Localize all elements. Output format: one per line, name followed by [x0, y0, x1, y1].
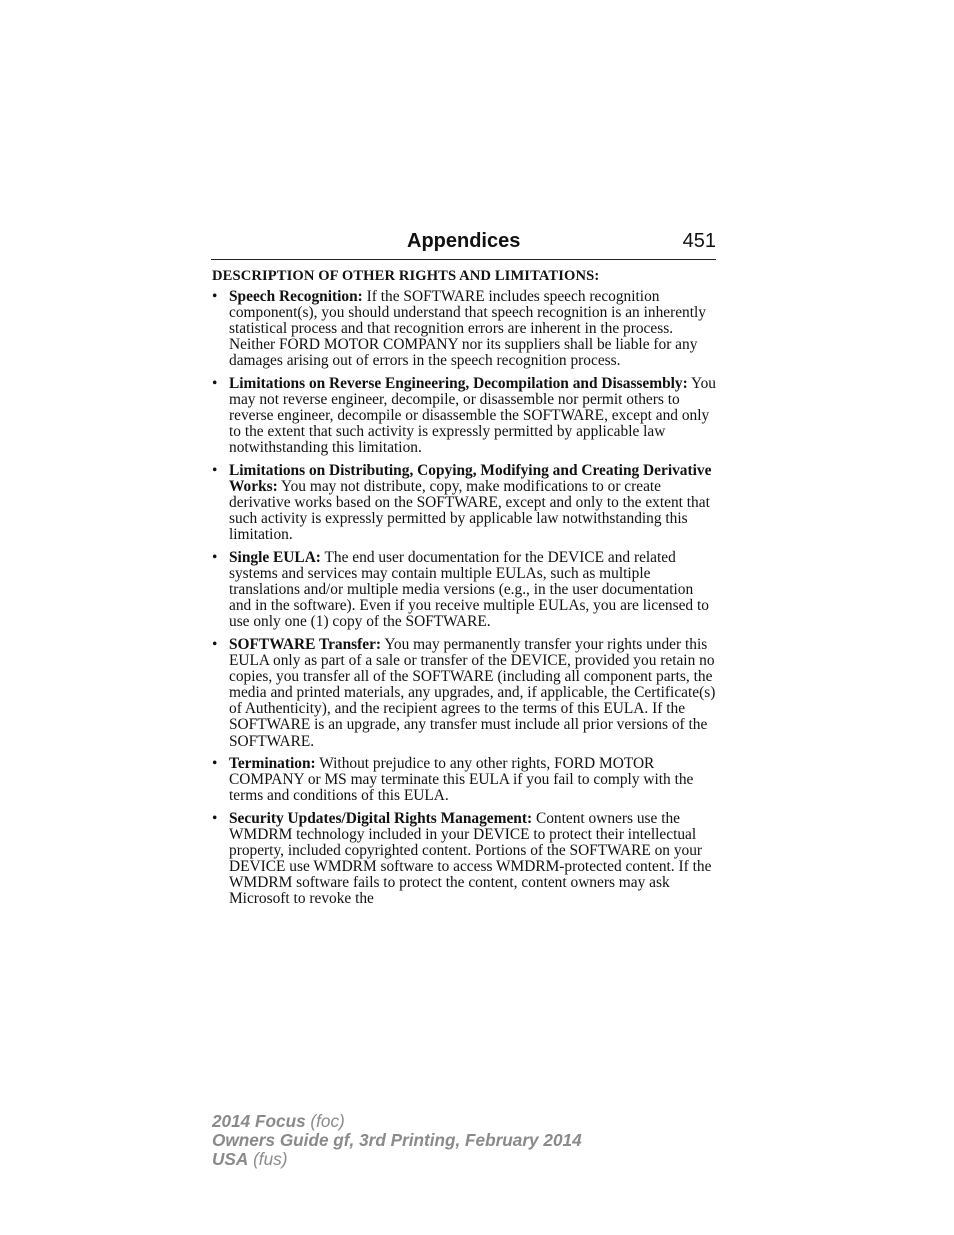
bullet-icon: •: [212, 462, 218, 480]
footer-market: USA: [212, 1149, 249, 1169]
item-text: You may not reverse engineer, decompile, or disassemble nor permit others to reverse engineer, decompile or disassemble the SOFTWARE, except and only to the extent that such activity is expressly permitted by applicable law notwithstanding this limitation.: [229, 375, 716, 457]
list-item: [212, 811, 718, 908]
footer-line-model: [212, 1112, 582, 1131]
item-term: Termination:: [229, 755, 316, 773]
list-item: [212, 550, 718, 630]
section-title: Appendices: [407, 230, 521, 252]
item-term: Security Updates/Digital Rights Management:: [229, 809, 533, 827]
item-text: The end user documentation for the DEVICE and related systems and services may contain multiple EULAs, such as multiple translations and/or multiple media versions (e.g., in the user documentation and in the software). Even if you receive multiple EULAs, you are licensed to use only one (1) copy of the SOFTWARE.: [229, 549, 709, 631]
footer-model-code: (foc): [310, 1111, 345, 1131]
footer-line-market: [212, 1150, 582, 1169]
item-text: If the SOFTWARE includes speech recognition component(s), you should understand that speech recognition is an inherently statistical process and that recognition errors are inherent in the process. Neither FORD MOTOR COMPANY nor its suppliers shall be liable for any damages arising out of errors in the speech recognition process.: [229, 288, 706, 370]
list-item: [212, 376, 718, 456]
list-item: [212, 463, 718, 543]
bullet-icon: •: [212, 288, 218, 306]
item-term: Speech Recognition:: [229, 288, 363, 306]
bullet-icon: •: [212, 809, 218, 827]
page-number: 451: [682, 230, 716, 252]
item-text: You may permanently transfer your rights under this EULA only as part of a sale or transfer of the DEVICE, provided you retain no copies, you transfer all of the SOFTWARE (including all component parts, the media and printed materials, any upgrades, and, if applicable, the Certificate(s) of Authenticity), and the recipient agrees to the terms of this EULA. If the SOFTWARE is an upgrade, any transfer must include all prior versions of the SOFTWARE.: [229, 635, 716, 750]
item-term: Limitations on Reverse Engineering, Decompilation and Disassembly:: [229, 375, 688, 393]
rights-heading: DESCRIPTION OF OTHER RIGHTS AND LIMITATIONS:: [212, 268, 600, 284]
item-term: SOFTWARE Transfer:: [229, 635, 382, 653]
bullet-icon: •: [212, 635, 218, 653]
rights-list: [212, 289, 718, 907]
list-item: [212, 637, 718, 750]
bullet-icon: •: [212, 549, 218, 566]
bullet-icon: •: [212, 755, 218, 773]
list-item: [212, 289, 718, 369]
item-text: You may not distribute, copy, make modifications to or create derivative works based on the SOFTWARE, except and only to the extent that such activity is expressly permitted by applicable law notwithstanding this limitation.: [229, 478, 710, 544]
footer-market-code: (fus): [253, 1149, 288, 1169]
item-text: Without prejudice to any other rights, FORD MOTOR COMPANY or MS may terminate this EULA if you fail to comply with the terms and conditions of this EULA.: [229, 755, 694, 805]
page-content: [212, 268, 718, 914]
item-term: Limitations on Distributing, Copying, Modifying and Creating Derivative Works:: [229, 462, 712, 496]
item-text: Content owners use the WMDRM technology included in your DEVICE to protect their intellectual property, included copyrighted content. Portions of the SOFTWARE on your DEVICE use WMDRM software to access WMDRM-protected content. If the WMDRM software fails to protect the content, content owners may ask Microsoft to revoke the: [229, 809, 712, 908]
bullet-icon: •: [212, 375, 218, 393]
footer-line-guide: [212, 1131, 582, 1150]
list-item: [212, 756, 718, 804]
page-footer: [212, 1112, 582, 1169]
footer-model: 2014 Focus: [212, 1111, 306, 1131]
page-header: [211, 228, 716, 260]
footer-guide: Owners Guide gf, 3rd Printing, February 2014: [212, 1130, 582, 1150]
item-term: Single EULA:: [229, 549, 321, 566]
